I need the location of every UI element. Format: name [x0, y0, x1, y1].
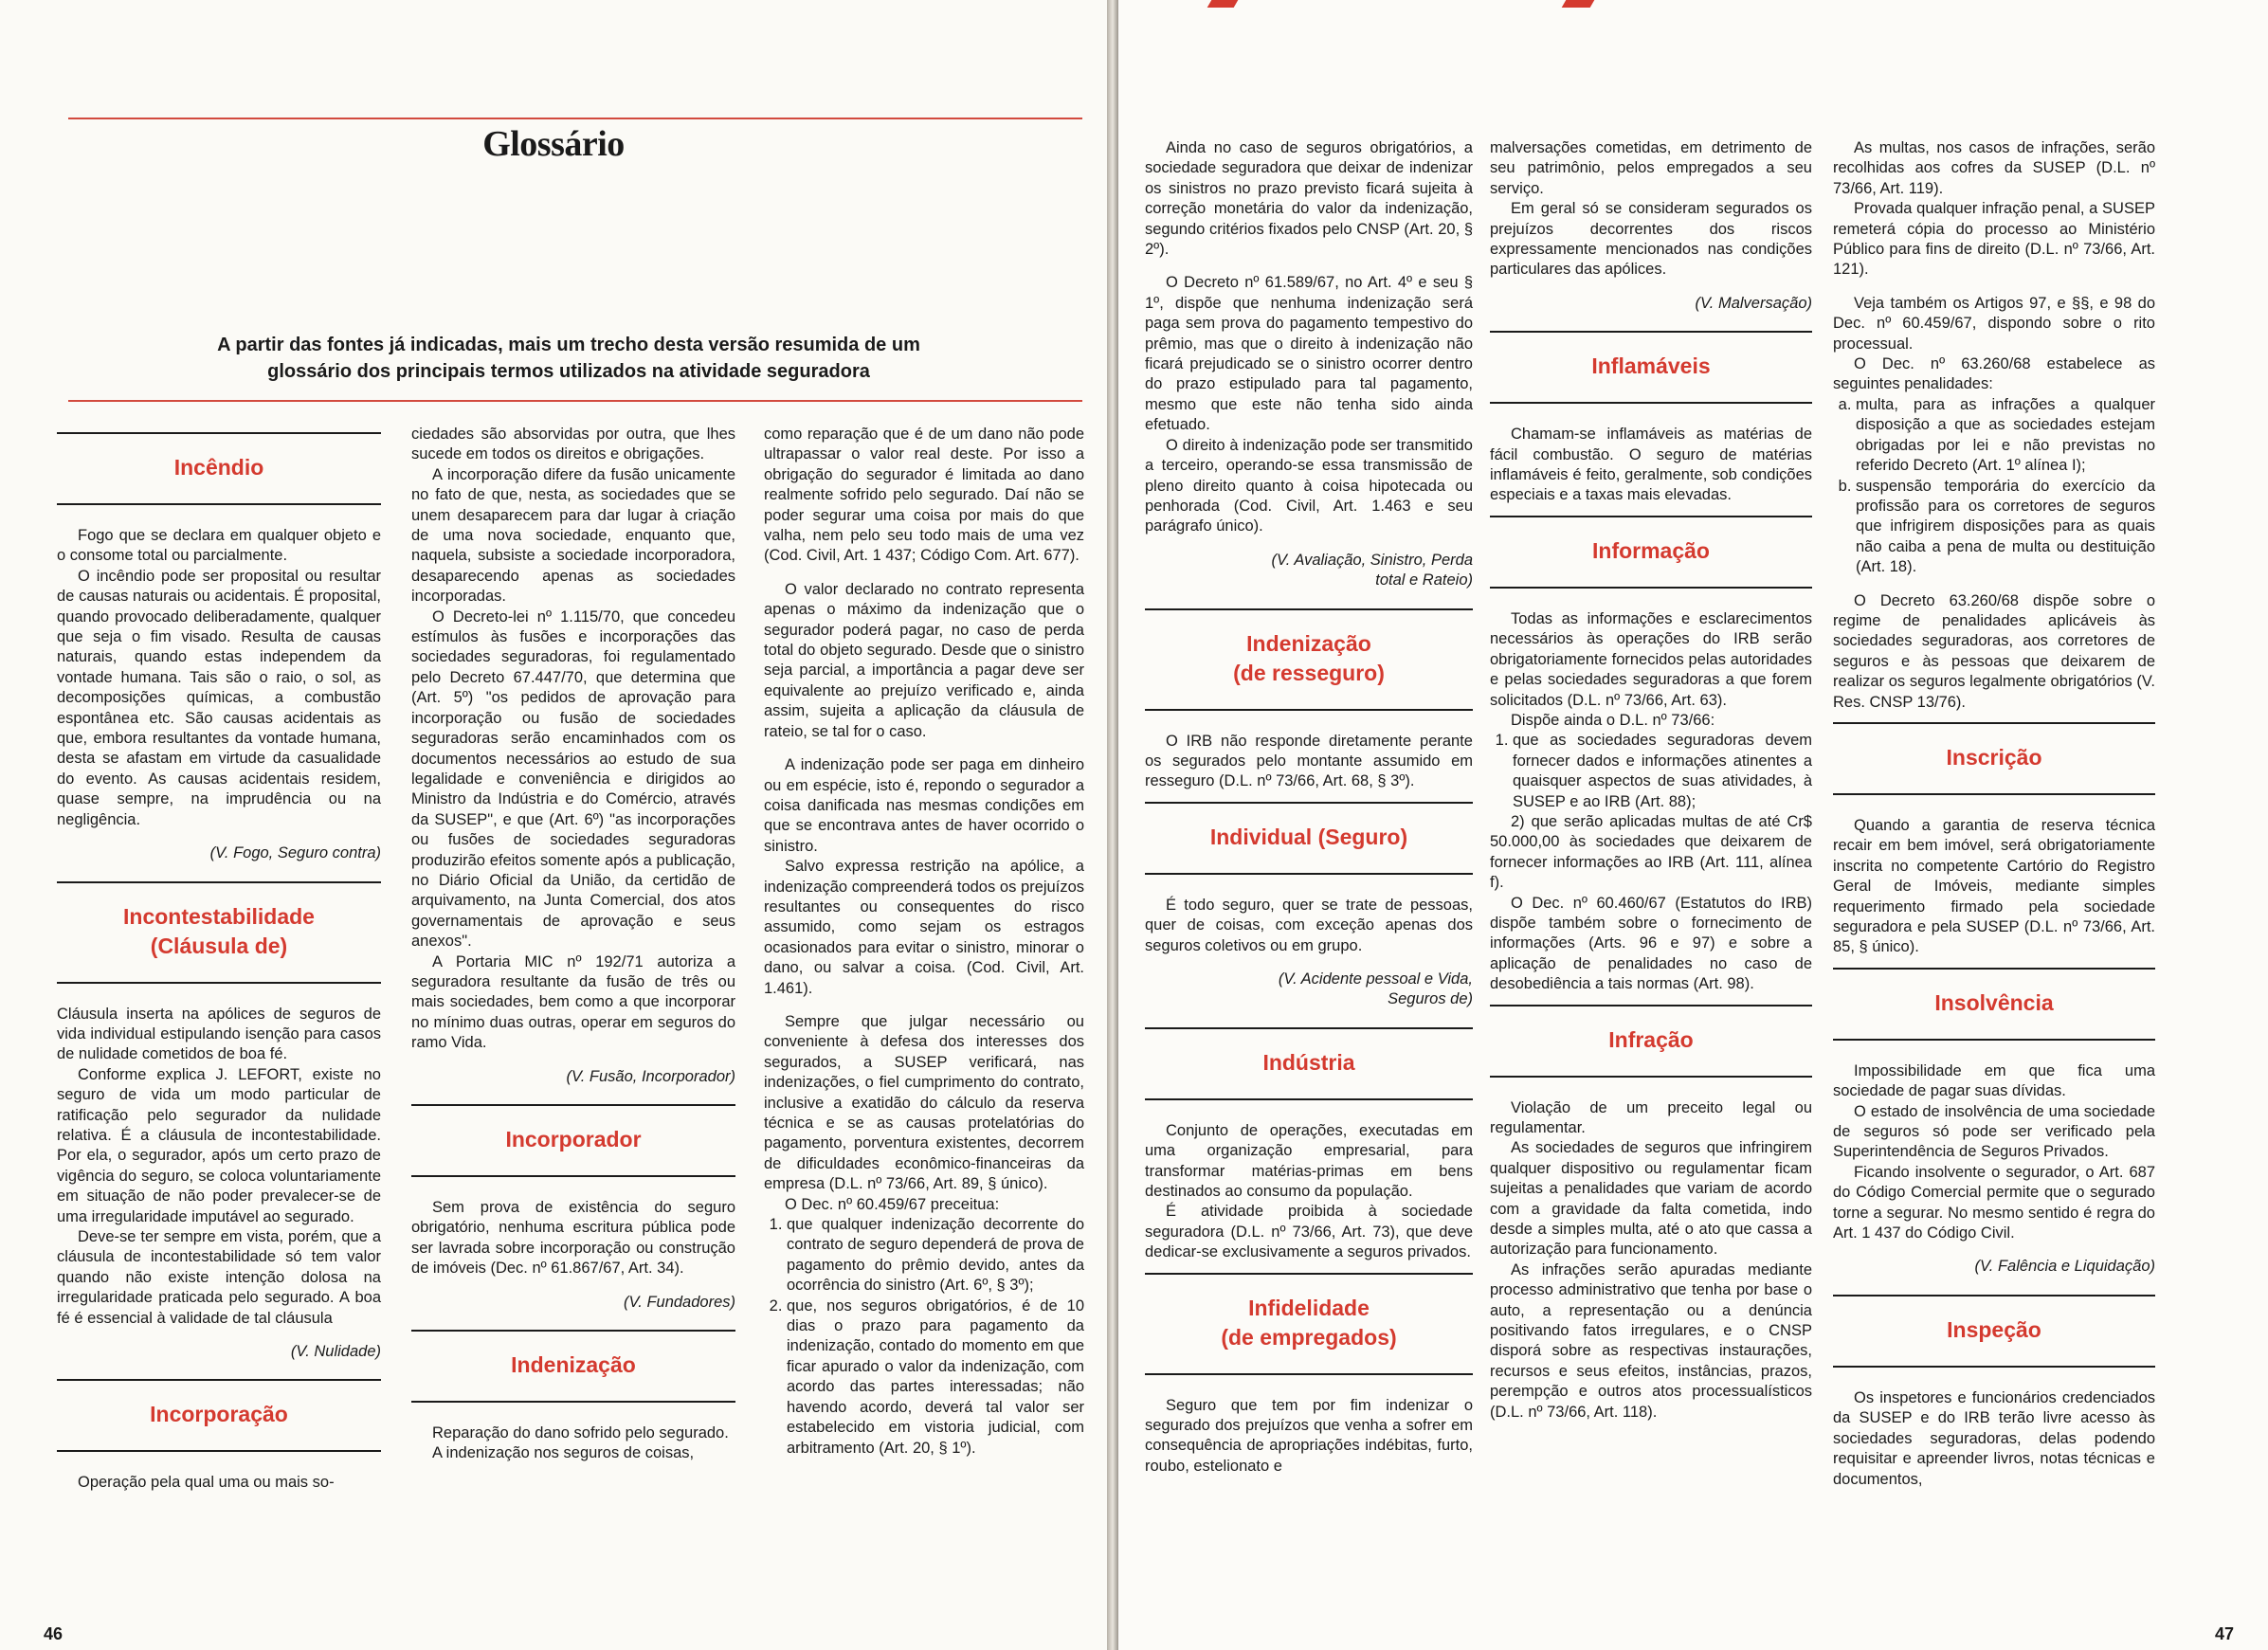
intro-text	[142, 332, 995, 385]
entry-heading-infracao: Infração	[1490, 1005, 1812, 1078]
list-item: 2. que, nos seguros obrigatórios, é de 10 dias o prazo para pagamento da indenização, contado do momento em que ficar apurado o valor da indenização, com acordo das partes interessadas; não havendo acordo, deverá tal valor ser estabelecido em vistoria judicial, com arbitramento (Art. 20, § 1º).	[787, 1296, 1084, 1459]
title-rule-top	[68, 118, 1082, 119]
paragraph: O valor declarado no contrato representa apenas o máximo da indenização que o segurador poderá pagar, no caso de perda total do objeto segurado. Desde que o sinistro seja parcial, a importância a pagar deve ser equivalente ao prejuízo verificado e, ainda assim, sujeita a aplicação da cláusula de rateio, se tal for o caso.	[764, 580, 1084, 740]
page-number-right: 47	[2214, 1624, 2234, 1643]
intro-rule-bottom	[68, 400, 1082, 402]
entry-heading-inscricao: Inscrição	[1833, 722, 2155, 795]
cross-reference	[1145, 970, 1473, 1010]
paragraph: Dispõe ainda o D.L. nº 73/66:	[1511, 711, 1715, 729]
paragraph: Conforme explica J. LEFORT, existe no seguro de vida um modo particular de ratificação pelo segurador da nulidade relativa. É a cláusula de incontestabilidade. Por ela, o segurador, após um certo prazo de vigência do seguro, se coloca voluntariamente em situação de não poder prevalecer-se de uma irregularidade imputável ao segurado.	[57, 1065, 381, 1225]
numbered-list	[764, 1215, 1084, 1459]
entry-heading-infidelidade	[1145, 1273, 1473, 1375]
numbered-list	[1490, 731, 1812, 812]
book-gutter	[1107, 0, 1118, 1650]
paragraph: Salvo expressa restrição na apólice, a indenização compreenderá todos os prejuízos resultantes ou consequentes do risco assumido, como sejam os estragos ocasionados para evitar o sinistro, minorar o dano, ou salvar a coisa. (Cod. Civil, Art. 1.461).	[764, 858, 1084, 997]
column-2	[411, 425, 735, 1464]
paragraph: Fogo que se declara em qualquer objeto e o consome total ou parcialmente.	[57, 527, 381, 565]
paragraph: A Portaria MIC nº 192/71 autoriza a seguradora resultante da fusão de três ou mais sociedades, bem como a que incorporar no mínimo duas outras, operar em seguros do ramo Vida.	[411, 952, 735, 1052]
heading-line: (de resseguro)	[1233, 660, 1385, 685]
heading-line: (Cláusula de)	[150, 933, 288, 958]
paragraph: como reparação que é de um dano não pode ultrapassar o valor real deste. Por isso a obrigação do segurador é limitada ao dano realmente sofrido pelo segurado. Daí não se poder segurar uma coisa por mais do que valha, nem pelo seu todo mais de uma vez (Cod. Civil, Art. 1 437; Código Com. Art. 677).	[764, 426, 1084, 565]
paragraph: Todas as informações e esclarecimentos necessários às operações do IRB serão obrigatoriamente fornecidos pelas autoridades e pelas sociedades seguradoras a que forem solicitados (D.L. nº 73/66, Art. 63).	[1490, 609, 1812, 709]
paragraph: Violação de um preceito legal ou regulamentar.	[1490, 1098, 1812, 1136]
entry-heading-inspecao: Inspeção	[1833, 1295, 2155, 1368]
paragraph: Veja também os Artigos 97, e §§, e 98 do Dec. nº 60.459/67, dispondo sobre o rito processual.	[1833, 294, 2155, 353]
paragraph: Quando a garantia de reserva técnica recair em bem imóvel, será obrigatoriamente inscrita no competente Cartório do Registro Geral de Imóveis, mediante simples requerimento firmado pela sociedade seguradora e pela SUSEP (D.L. nº 73/66, Art. 85, § único).	[1833, 816, 2155, 956]
entry-heading-indenizacao: Indenização	[411, 1330, 735, 1403]
entry-heading-informacao: Informação	[1490, 516, 1812, 589]
intro-line-2: glossário dos principais termos utilizados na atividade seguradora	[267, 361, 870, 382]
paragraph: O incêndio pode ser proposital ou resultar de causas naturais ou acidentais. É proposital, quando provocado deliberadamente, qualquer que seja o fim visado. Resulta de causas naturais, quando estas independem da vontade humana. Tais são o raio, o sol, as decomposições químicas, a combustão espontânea etc. São causas acidentais as que, embora resultantes da vontade humana, desta se afastam em virtude da casualidade do evento. As causas acidentais residem, quase sempre, na imprudência ou na negligência.	[57, 567, 381, 828]
paragraph: 2) que serão aplicadas multas de até Cr$ 50.000,00 às sociedades que deixarem de fornecer informações ao IRB (Art. 111, alínea f).	[1490, 812, 1812, 892]
reference-line: Seguros de)	[1388, 990, 1473, 1008]
paragraph: Os inspetores e funcionários credenciados da SUSEP e do IRB terão livre acesso às sociedades seguradoras, delas podendo requisitar e apreender livros, notas técnicas e documentos,	[1833, 1388, 2155, 1488]
paragraph: Reparação do dano sofrido pelo segurado.	[432, 1424, 729, 1442]
paragraph: Deve-se ter sempre em vista, porém, que a cláusula de incontestabilidade só tem valor quando não existe intenção dolosa na irregularidade praticada pelo segurado. A boa fé é essencial à validade de tal cláusula	[57, 1227, 381, 1327]
page-title: Glossário	[482, 124, 625, 164]
paragraph: Provada qualquer infração penal, a SUSEP remeterá cópia do processo ao Ministério Público para fins de direito (D.L. nº 73/66, Art. 121).	[1833, 200, 2155, 279]
cross-reference: (V. Fusão, Incorporador)	[566, 1067, 735, 1085]
paragraph: O direito à indenização pode ser transmitido a terceiro, operando-se essa transmissão de pleno direito quanto à coisa hipotecada ou penhorada (Cod. Civil, Art. 1.463 e seu parágrafo único).	[1145, 436, 1473, 535]
entry-heading-incorporador: Incorporador	[411, 1104, 735, 1177]
lettered-list	[1833, 395, 2155, 578]
right-page	[1118, 0, 2268, 1650]
paragraph: Cláusula inserta na apólices de seguros de vida individual estipulando isenção para casos de nulidade cometidos de boa fé.	[57, 1005, 381, 1063]
cross-reference: (V. Fundadores)	[624, 1293, 735, 1311]
entry-heading-incontestabilidade	[57, 881, 381, 984]
paragraph: O Dec. nº 60.460/67 (Estatutos do IRB) dispõe também sobre o fornecimento de informações (Arts. 96 e 97) e sobre a aplicação de penalidades no caso de desobediência a tais normas (Art. 98).	[1490, 894, 1812, 993]
paragraph: malversações cometidas, em detrimento de seu patrimônio, pelos empregados a seu serviço.	[1490, 139, 1812, 197]
column-6	[1833, 138, 2155, 1490]
cross-reference: (V. Fogo, Seguro contra)	[209, 844, 381, 862]
entry-heading-insolvencia: Insolvência	[1833, 968, 2155, 1041]
paragraph: O Decreto nº 61.589/67, no Art. 4º e seu § 1º, dispõe que nenhuma indenização será paga sem prova do pagamento tempestivo do prêmio, mas que o direito à indenização não ficará prejudicado se o sinistro ocorrer dentro do prazo estipulado para tal pagamento, mesmo que este não tenha sido ainda efetuado.	[1145, 274, 1473, 434]
column-1	[57, 425, 381, 1494]
paragraph: Sempre que julgar necessário ou conveniente à defesa dos interesses dos segurados, a SUSEP verificará, nas indenizações, o fiel cumprimento do contrato, inclusive a exatidão do cálculo da reserva técnica e se as causas protelatórias do pagamento, porventura existentes, decorrem de dificuldades econômico-financeiras da empresa (D.L. nº 73/66, Art. 89, § único).	[764, 1012, 1084, 1193]
entry-heading-industria: Indústria	[1145, 1027, 1473, 1100]
paragraph: Impossibilidade em que fica uma sociedade de pagar suas dívidas.	[1833, 1061, 2155, 1100]
heading-line: Incontestabilidade	[123, 903, 315, 929]
page-number-left: 46	[44, 1624, 64, 1643]
list-item: b. suspensão temporária do exercício da profissão para os corretores de seguros que infrigirem disposições para as quais não caiba a pena de multa ou destituição (Art. 18).	[1856, 477, 2155, 578]
heading-line: Indenização	[1246, 630, 1371, 656]
cross-reference: (V. Falência e Liquidação)	[1974, 1258, 2155, 1276]
entry-heading-indenizacao-resseguro	[1145, 608, 1473, 711]
list-item: 1. que as sociedades seguradoras devem fornecer dados e informações atinentes a quaisquer aspectos de suas atividades, à SUSEP e ao IRB (Art. 88);	[1513, 731, 1812, 812]
paragraph: A indenização pode ser paga em dinheiro ou em espécie, isto é, repondo o segurador a coisa danificada nas mesmas condições em que se encontrava antes de haver ocorrido o sinistro.	[764, 756, 1084, 855]
paragraph: O estado de insolvência de uma sociedade de seguros só pode ser verificado pela Superintendência de Seguros Privados.	[1833, 1102, 2155, 1161]
paragraph: As infrações serão apuradas mediante processo administrativo que tenha por base o auto, a representação ou a denúncia positivando fatos irregulares, e o CNSP disporá sobre as respectivas instaurações, recursos e seus efeitos, instâncias, prazos, perempção e outros atos processualísticos (D.L. nº 73/66, Art. 118).	[1490, 1260, 1812, 1421]
paragraph: Seguro que tem por fim indenizar o segurado dos prejuízos que venha a sofrer em consequência de apropriações indébitas, furto, roubo, estelionato e	[1145, 1396, 1473, 1475]
paragraph: Em geral só se consideram segurados os prejuízos decorrentes dos riscos expressamente mencionados nas condições particulares das apólices.	[1490, 200, 1812, 279]
cross-reference: (V. Nulidade)	[290, 1343, 381, 1360]
paragraph: Operação pela qual uma ou mais so-	[78, 1474, 335, 1492]
paragraph: O Decreto 63.260/68 dispõe sobre o regime de penalidades aplicáveis às sociedades seguradoras, aos corretores de seguros e às pessoas que deixarem de realizar os seguros legalmente obrigatórios (V. Res. CNSP 13/76).	[1833, 591, 2155, 711]
top-edge-mark	[1207, 0, 1239, 8]
paragraph: O Dec. nº 63.260/68 estabelece as seguintes penalidades:	[1833, 355, 2155, 393]
paragraph: O Dec. nº 60.459/67 preceitua:	[785, 1195, 1000, 1213]
top-edge-mark	[1562, 0, 1595, 8]
left-page	[0, 0, 1107, 1650]
column-4	[1145, 138, 1473, 1477]
paragraph: As multas, nos casos de infrações, serão recolhidas aos cofres da SUSEP (D.L. nº 73/66, Art. 119).	[1833, 139, 2155, 197]
entry-heading-incendio: Incêndio	[57, 432, 381, 505]
paragraph: É atividade proibida à sociedade seguradora (D.L. nº 73/66, Art. 73), que deve dedicar-se exclusivamente a seguros privados.	[1145, 1203, 1473, 1261]
column-5	[1490, 138, 1812, 1423]
paragraph: É todo seguro, quer se trate de pessoas, quer de coisas, com exceção apenas dos seguros coletivos ou em grupo.	[1145, 896, 1473, 954]
entry-heading-individual: Individual (Seguro)	[1145, 802, 1473, 875]
paragraph: A indenização nos seguros de coisas,	[432, 1444, 695, 1462]
intro-line-1: A partir das fontes já indicadas, mais um trecho desta versão resumida de um	[217, 335, 920, 355]
paragraph: Chamam-se inflamáveis as matérias de fácil combustão. O seguro de matérias inflamáveis é feito, geralmente, sob condições especiais e a taxas mais elevadas.	[1490, 426, 1812, 504]
reference-line: (V. Avaliação, Sinistro, Perda	[1271, 551, 1473, 569]
reference-line: total e Rateio)	[1375, 571, 1473, 589]
column-3	[764, 425, 1084, 1459]
paragraph: ciedades são absorvidas por outra, que lhes sucede em todos os direitos e obrigações.	[411, 426, 735, 463]
paragraph: Ficando insolvente o segurador, o Art. 687 do Código Comercial permite que o segurado torne a segurar. No mesmo sentido é regra do Art. 1 437 do Código Civil.	[1833, 1163, 2155, 1242]
paragraph: A incorporação difere da fusão unicamente no fato de que, nesta, as sociedades que se unem desaparecem para dar lugar à criação de uma nova sociedade, enquanto que, naquela, subsiste a sociedade incorporadora, desaparecendo apenas as sociedades incorporadas.	[411, 465, 735, 606]
entry-heading-incorporacao: Incorporação	[57, 1379, 381, 1452]
heading-line: (de empregados)	[1221, 1324, 1397, 1350]
entry-heading-inflamaveis: Inflamáveis	[1490, 331, 1812, 404]
paragraph: O Decreto-lei nº 1.115/70, que concedeu estímulos às fusões e incorporações das sociedades seguradoras, foi regulamentado pelo Decreto 67.447/70, que determina que (Art. 5º) "os pedidos de aprovação para incorporação ou fusão de sociedades seguradoras serão encaminhados com os documentos necessários ao estudo de sua legalidade e conveniência e dirigidos ao Ministro da Indústria e do Comércio, através da SUSEP", e que (Art. 6º) "as incorporações ou fusões de sociedades seguradoras produzirão efeitos somente após a publicação, no Diário Oficial da União, da certidão de arquivamento, na Junta Comercial, dos atos governamentais de aprovação e seus anexos".	[411, 607, 735, 951]
paragraph: Conjunto de operações, executadas em uma organização empresarial, para transformar matérias-primas em bens destinados ao consumo da população.	[1145, 1121, 1473, 1200]
paragraph: O IRB não responde diretamente perante os segurados pelo montante assumido em resseguro (D.L. nº 73/66, Art. 68, § 3º).	[1145, 732, 1473, 790]
reference-line: (V. Acidente pessoal e Vida,	[1278, 970, 1473, 988]
cross-reference: (V. Malversação)	[1695, 294, 1812, 312]
list-item: 1. que qualquer indenização decorrente do contrato de seguro dependerá de prova de pagamento do prêmio devido, antes da ocorrência do sinistro (Art. 6º, § 3º);	[787, 1215, 1084, 1296]
paragraph: As sociedades de seguros que infringirem qualquer dispositivo ou regulamentar ficam sujeitas a penalidades que variam de acordo com a gravidade da falta cometida, indo desde a simples multa, até o ato que cassa a autorização para funcionamento.	[1490, 1139, 1812, 1259]
paragraph: Ainda no caso de seguros obrigatórios, a sociedade seguradora que deixar de indenizar os sinistros no prazo previsto ficará sujeita à correção monetária do valor da indenização, segundo critérios fixados pelo CNSP (Art. 20, § 2º).	[1145, 139, 1473, 259]
cross-reference	[1145, 551, 1473, 591]
paragraph: Sem prova de existência do seguro obrigatório, nenhuma escritura pública pode ser lavrada sobre incorporação ou construção de imóveis (Dec. nº 61.867/67, Art. 34).	[411, 1199, 735, 1278]
heading-line: Infidelidade	[1248, 1295, 1370, 1320]
list-item: a. multa, para as infrações a qualquer disposição a que as sociedades estejam obrigadas por lei e não previstas no referido Decreto (Art. 1º alínea I);	[1856, 395, 2155, 477]
